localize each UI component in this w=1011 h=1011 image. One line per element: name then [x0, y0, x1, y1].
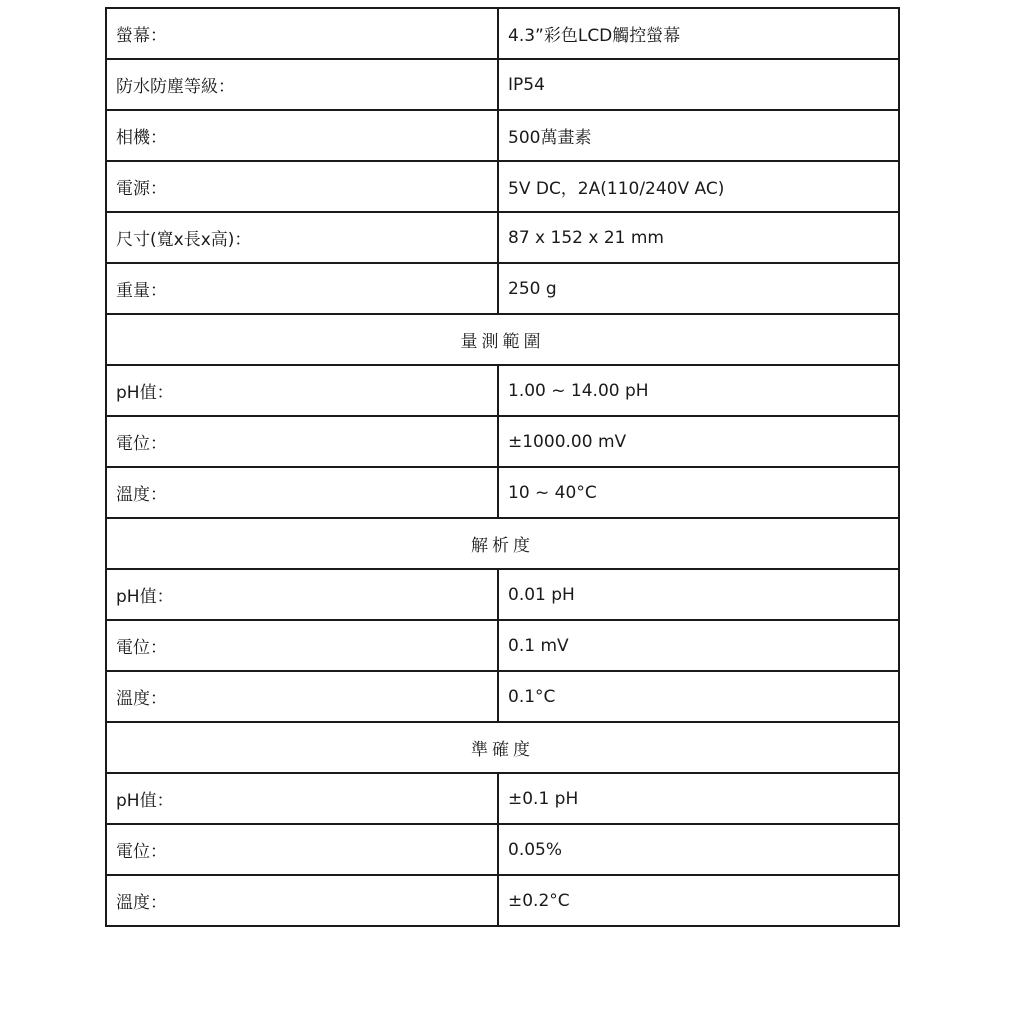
table-row	[106, 8, 899, 59]
section-header-row	[106, 518, 899, 569]
spec-label: 尺寸(寬x長x高)：	[106, 212, 498, 263]
table-row	[106, 365, 899, 416]
section-title-measurement-range: 量測範圍	[106, 314, 899, 365]
table-row	[106, 416, 899, 467]
section-title-accuracy: 準確度	[106, 722, 899, 773]
spec-label: 電源：	[106, 161, 498, 212]
table-row	[106, 824, 899, 875]
spec-value: ±0.2°C	[498, 875, 899, 926]
spec-value: ±1000.00 mV	[498, 416, 899, 467]
spec-value: 4.3”彩色LCD觸控螢幕	[498, 8, 899, 59]
spec-label: 電位：	[106, 416, 498, 467]
table-row	[106, 59, 899, 110]
spec-label: 溫度：	[106, 671, 498, 722]
spec-table	[105, 7, 900, 927]
spec-label: 螢幕：	[106, 8, 498, 59]
spec-value: 250 g	[498, 263, 899, 314]
spec-label: 防水防塵等級：	[106, 59, 498, 110]
table-row	[106, 467, 899, 518]
section-header-row	[106, 314, 899, 365]
spec-value: 87 x 152 x 21 mm	[498, 212, 899, 263]
table-row	[106, 161, 899, 212]
spec-label: 溫度：	[106, 467, 498, 518]
table-row	[106, 671, 899, 722]
spec-value: 0.01 pH	[498, 569, 899, 620]
table-row	[106, 263, 899, 314]
spec-value: ±0.1 pH	[498, 773, 899, 824]
spec-value: 5V DC，2A(110/240V AC)	[498, 161, 899, 212]
spec-value: 0.1°C	[498, 671, 899, 722]
table-row	[106, 569, 899, 620]
spec-value: 500萬畫素	[498, 110, 899, 161]
section-header-row	[106, 722, 899, 773]
spec-value: 0.05%	[498, 824, 899, 875]
table-row	[106, 620, 899, 671]
spec-label: 重量：	[106, 263, 498, 314]
spec-label: 電位：	[106, 824, 498, 875]
spec-label: pH值：	[106, 569, 498, 620]
spec-label: 溫度：	[106, 875, 498, 926]
table-row	[106, 875, 899, 926]
table-row	[106, 110, 899, 161]
spec-label: pH值：	[106, 365, 498, 416]
spec-label: 相機：	[106, 110, 498, 161]
spec-value: 1.00 ~ 14.00 pH	[498, 365, 899, 416]
spec-value: 0.1 mV	[498, 620, 899, 671]
spec-value: 10 ~ 40°C	[498, 467, 899, 518]
section-title-resolution: 解析度	[106, 518, 899, 569]
table-row	[106, 212, 899, 263]
spec-label: 電位：	[106, 620, 498, 671]
table-row	[106, 773, 899, 824]
spec-label: pH值：	[106, 773, 498, 824]
spec-value: IP54	[498, 59, 899, 110]
